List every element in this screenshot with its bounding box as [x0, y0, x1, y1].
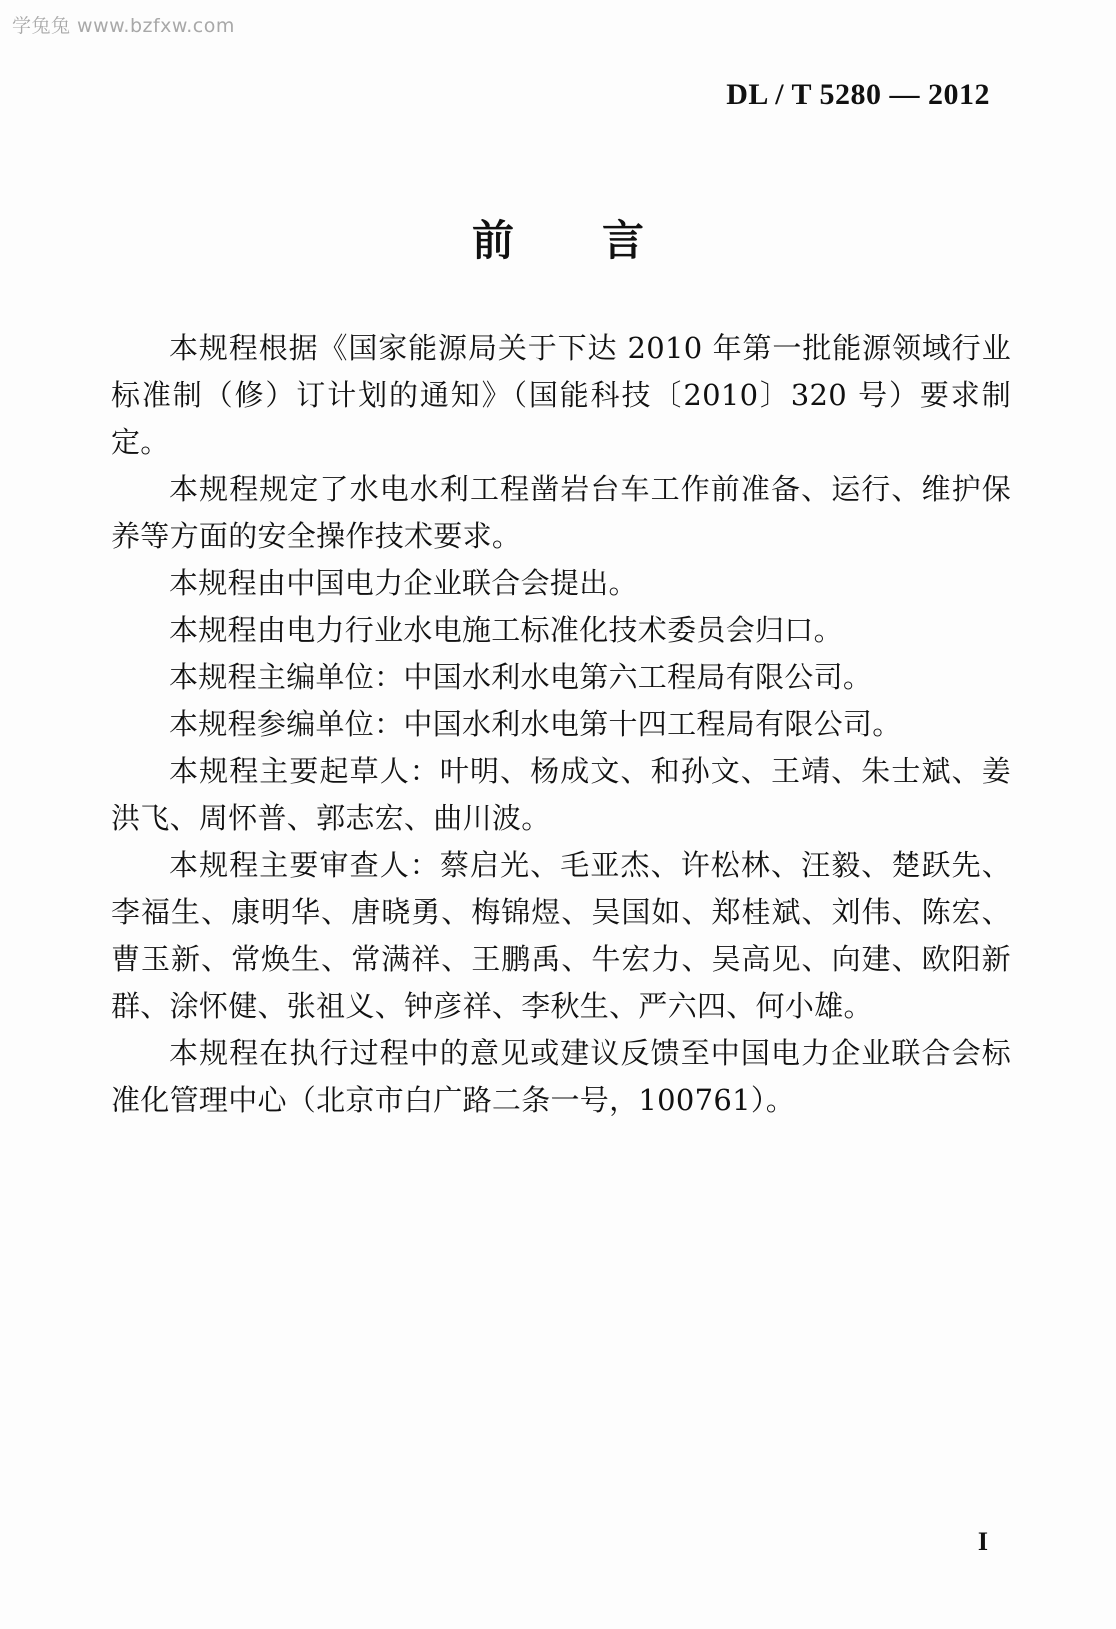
page-number: I — [977, 1527, 988, 1556]
paragraph-reviewers: 本规程主要审查人：蔡启光、毛亚杰、许松林、汪毅、楚跃先、李福生、康明华、唐晓勇、梅锦煜、吴国如、郑桂斌、刘伟、陈宏、曹玉新、常焕生、常满祥、王鹏禹、牛宏力、吴高见、向建、欧阳新群、涂怀健、张祖义、钟彦祥、李秋生、严六四、何小雄。 — [111, 848, 1011, 1023]
paragraph-co-editor: 本规程参编单位：中国水利水电第十四工程局有限公司。 — [169, 707, 902, 741]
paragraph-drafters: 本规程主要起草人：叶明、杨成文、和孙文、王靖、朱士斌、姜洪飞、周怀普、郭志宏、曲川波。 — [111, 754, 1011, 835]
paragraph-basis: 本规程根据《国家能源局关于下达 2010 年第一批能源领域行业标准制（修）订计划的通知》（国能科技〔2010〕320 号）要求制定。 — [111, 331, 1011, 459]
paragraph-feedback: 本规程在执行过程中的意见或建议反馈至中国电力企业联合会标准化管理中心（北京市白广路二条一号，100761）。 — [111, 1036, 1011, 1117]
paragraph-administrator: 本规程由电力行业水电施工标准化技术委员会归口。 — [169, 613, 843, 647]
foreword-body — [111, 325, 1011, 1124]
paragraph-proposer: 本规程由中国电力企业联合会提出。 — [169, 566, 638, 600]
paragraph-chief-editor: 本规程主编单位：中国水利水电第六工程局有限公司。 — [169, 660, 873, 694]
watermark: 学兔兔 www.bzfxw.com — [12, 15, 235, 37]
paragraph-scope: 本规程规定了水电水利工程凿岩台车工作前准备、运行、维护保养等方面的安全操作技术要求。 — [111, 472, 1011, 553]
page-title: 前言 — [471, 216, 732, 265]
document-number: DL / T 5280 — 2012 — [726, 78, 990, 111]
